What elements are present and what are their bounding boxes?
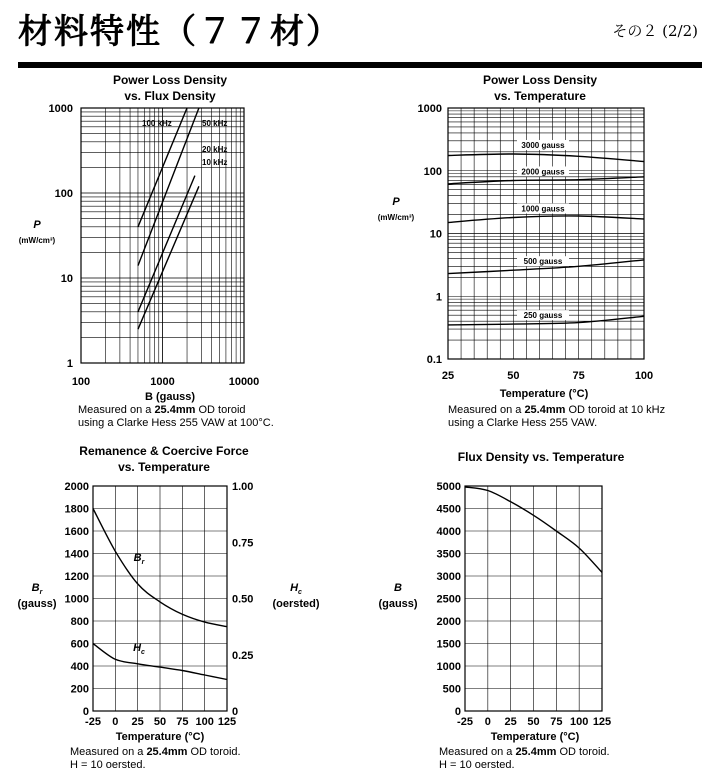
page-title: 材料特性（７７材） bbox=[18, 12, 342, 52]
x-tick-label: 100 bbox=[195, 716, 214, 728]
y-tick-label: 1000 bbox=[48, 103, 73, 115]
caption-text: OD toroid. bbox=[556, 746, 610, 758]
series-line-3 bbox=[138, 186, 199, 329]
caption-bold-size: 25.4mm bbox=[524, 404, 566, 416]
x-tick-label: -25 bbox=[457, 716, 473, 728]
caption-line-1 bbox=[448, 404, 665, 416]
series-label-hc-subscript: c bbox=[141, 649, 145, 656]
y-tick-label: 3000 bbox=[436, 571, 461, 583]
x-tick-label: 1000 bbox=[150, 376, 175, 388]
y-tick-label: 1000 bbox=[64, 593, 89, 606]
y-axis-unit: (mW/cm³) bbox=[377, 213, 415, 222]
y-axis-label-right bbox=[290, 582, 302, 596]
y-tick-label: 5000 bbox=[436, 481, 461, 493]
series-label: 10 kHz bbox=[202, 158, 228, 167]
y-axis-unit-right: (oersted) bbox=[272, 598, 320, 610]
x-tick-label: 125 bbox=[217, 716, 237, 728]
y-tick-label: 500 bbox=[442, 683, 461, 696]
y-tick-label: 2500 bbox=[436, 593, 461, 606]
x-axis-label: B (gauss) bbox=[144, 391, 196, 403]
chart-subtitle: vs. Temperature bbox=[118, 460, 210, 474]
y-tick-label: 10 bbox=[429, 228, 442, 241]
x-tick-label: 50 bbox=[153, 716, 167, 728]
chart-subtitle: vs. Temperature bbox=[494, 89, 586, 103]
y-tick-label: 3500 bbox=[436, 548, 461, 561]
y-axis-unit: (gauss) bbox=[378, 598, 418, 610]
x-axis-label: Temperature (°C) bbox=[115, 731, 205, 743]
chart-title: Power Loss Density bbox=[112, 73, 228, 87]
series-label-br-symbol: B bbox=[133, 552, 142, 564]
caption-text: Measured on a bbox=[78, 404, 155, 416]
caption-line-2: using a Clarke Hess 255 VAW. bbox=[448, 417, 598, 429]
caption-line-2: using a Clarke Hess 255 VAW at 100°C. bbox=[78, 417, 274, 429]
y-tick-label: 200 bbox=[70, 683, 89, 696]
caption-text: Measured on a bbox=[448, 404, 525, 416]
x-tick-label: 75 bbox=[572, 370, 585, 382]
x-tick-label: 0 bbox=[484, 716, 491, 728]
y-tick-label: 0 bbox=[82, 706, 89, 718]
y-tick-label: 100 bbox=[54, 188, 73, 200]
y2-tick-label: 0.25 bbox=[232, 649, 254, 662]
series-label: 20 kHz bbox=[202, 145, 228, 154]
series-label: 3000 gauss bbox=[521, 140, 565, 150]
series-label-hc bbox=[133, 642, 145, 656]
y-axis-unit: (mW/cm³) bbox=[18, 236, 56, 245]
x-axis-label: Temperature (°C) bbox=[499, 388, 589, 400]
y-tick-label: 10 bbox=[60, 273, 73, 285]
x-tick-label: 25 bbox=[441, 370, 455, 382]
y-axis-symbol: B bbox=[394, 582, 402, 594]
x-tick-label: 50 bbox=[507, 370, 520, 382]
page-number: その２ (2/2) bbox=[612, 22, 698, 40]
chart-flux-density-vs-temperature bbox=[378, 450, 624, 743]
chart-remanence-coercive-vs-temperature bbox=[17, 444, 319, 743]
y-tick-label: 1000 bbox=[417, 103, 442, 115]
y-tick-label: 1600 bbox=[64, 526, 89, 538]
y-axis-symbol: P bbox=[33, 219, 41, 231]
y-axis-label-right-subscript: c bbox=[298, 589, 302, 596]
caption-line-2: H = 10 oersted. bbox=[439, 759, 515, 771]
y-axis-unit-left: (gauss) bbox=[17, 598, 57, 610]
y-axis-symbol: P bbox=[392, 196, 400, 208]
y-tick-label: 1500 bbox=[436, 638, 461, 651]
y-tick-label: 400 bbox=[70, 661, 89, 673]
y-tick-label: 1 bbox=[66, 358, 73, 370]
y-tick-label: 100 bbox=[423, 165, 442, 178]
chart-power-loss-vs-temperature bbox=[378, 73, 653, 400]
y2-tick-label: 0.75 bbox=[232, 537, 254, 550]
caption-bold-size: 25.4mm bbox=[154, 404, 196, 416]
y-tick-label: 0 bbox=[454, 706, 461, 718]
series-label-br-subscript: r bbox=[141, 559, 145, 566]
series-line-0 bbox=[448, 154, 644, 162]
y-tick-label: 1200 bbox=[64, 571, 89, 583]
series-label: 2000 gauss bbox=[521, 167, 565, 177]
caption-text: Measured on a bbox=[70, 746, 147, 758]
x-tick-label: 125 bbox=[592, 716, 612, 728]
caption-text: Measured on a bbox=[439, 746, 516, 758]
y-tick-label: 4000 bbox=[436, 526, 461, 538]
series-label: 1000 gauss bbox=[521, 204, 565, 214]
y-axis-label-left-subscript: r bbox=[39, 589, 43, 596]
series-label: 100 kHz bbox=[142, 119, 172, 128]
series-line-2 bbox=[448, 216, 644, 223]
series-label-hc-symbol: H bbox=[133, 642, 142, 654]
caption-line-1 bbox=[439, 746, 610, 758]
x-axis-label: Temperature (°C) bbox=[490, 731, 580, 743]
y-tick-label: 1400 bbox=[64, 548, 89, 561]
y-tick-label: 4500 bbox=[436, 503, 461, 516]
x-tick-label: 10000 bbox=[228, 376, 260, 388]
x-tick-label: -25 bbox=[85, 716, 101, 728]
y-tick-label: 2000 bbox=[64, 481, 89, 493]
series-label: 250 gauss bbox=[523, 311, 563, 321]
series-label-br bbox=[134, 552, 146, 566]
series-label: 50 kHz bbox=[202, 119, 228, 128]
chart-title: Flux Density vs. Temperature bbox=[457, 450, 625, 464]
y-axis-label-left bbox=[32, 582, 44, 596]
x-tick-label: 0 bbox=[112, 716, 119, 728]
chart-title: Remanence & Coercive Force bbox=[79, 444, 249, 458]
chart-subtitle: vs. Flux Density bbox=[124, 89, 216, 103]
caption-text: OD toroid at 10 kHz bbox=[565, 404, 666, 416]
y2-tick-label: 1.00 bbox=[232, 481, 254, 493]
y-axis-label-left-symbol: B bbox=[31, 582, 40, 594]
x-tick-label: 100 bbox=[71, 376, 91, 388]
y-axis-label-right-symbol: H bbox=[290, 582, 299, 594]
caption-bold-size: 25.4mm bbox=[515, 746, 557, 758]
y-tick-label: 800 bbox=[70, 616, 89, 628]
y-tick-label: 1000 bbox=[436, 661, 461, 673]
chart-title: Power Loss Density bbox=[482, 73, 598, 87]
x-tick-label: 25 bbox=[131, 716, 144, 728]
caption-text: OD toroid bbox=[195, 404, 246, 416]
chart-power-loss-vs-flux bbox=[19, 73, 260, 403]
y-tick-label: 1 bbox=[435, 291, 442, 304]
caption-bold-size: 25.4mm bbox=[146, 746, 188, 758]
caption-line-2: H = 10 oersted. bbox=[70, 759, 146, 771]
x-tick-label: 75 bbox=[550, 716, 563, 728]
x-tick-label: 25 bbox=[504, 716, 517, 728]
y-tick-label: 0.1 bbox=[426, 354, 442, 366]
y-tick-label: 1800 bbox=[64, 503, 89, 516]
x-tick-label: 50 bbox=[527, 716, 540, 728]
y2-tick-label: 0.50 bbox=[232, 593, 254, 606]
caption-line-1 bbox=[78, 404, 246, 416]
x-tick-label: 100 bbox=[634, 370, 654, 382]
y-tick-label: 600 bbox=[70, 638, 89, 651]
y2-tick-label: 0 bbox=[232, 706, 239, 718]
y-tick-label: 2000 bbox=[436, 616, 461, 628]
caption-text: OD toroid. bbox=[187, 746, 241, 758]
x-tick-label: 100 bbox=[569, 716, 589, 728]
x-tick-label: 75 bbox=[176, 716, 189, 728]
series-label: 500 gauss bbox=[523, 257, 563, 267]
caption-line-1 bbox=[70, 746, 241, 758]
